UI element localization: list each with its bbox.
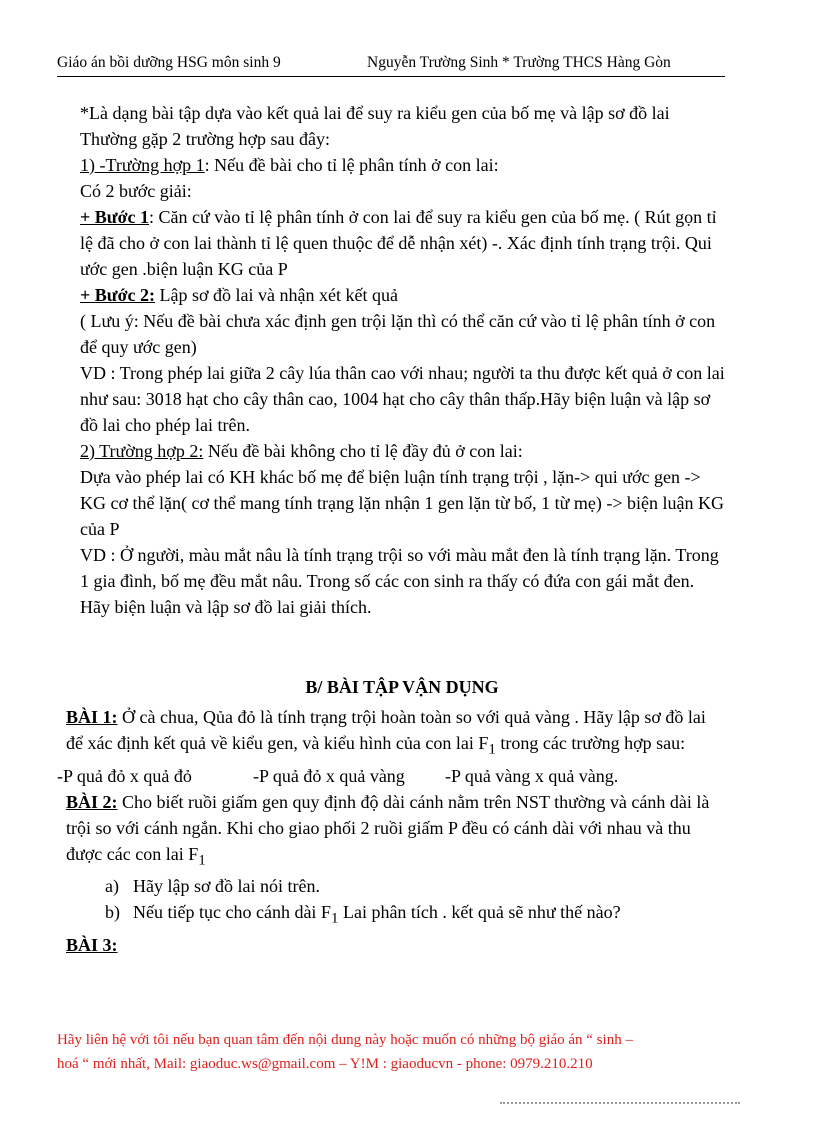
exercise3-label: BÀI 3: <box>66 934 118 955</box>
footer-line-1: Hãy liên hệ với tôi nếu bạn quan tâm đến nội dung này hoặc muốn có những bộ giáo án “ sinh – <box>57 1032 633 1048</box>
note-paragraph: ( Lưu ý: Nếu đề bài chưa xác định gen trội lặn thì có thể căn cứ vào tỉ lệ phân tính ở con để quy ước gen) <box>80 311 716 357</box>
exercise2-label: BÀI 2: <box>66 791 118 812</box>
exercise2-item-b <box>57 899 727 932</box>
exercise1-paragraph <box>57 704 727 763</box>
step2-text: Lập sơ đồ lai và nhận xét kết quả <box>155 285 398 305</box>
case1-line <box>80 152 725 178</box>
exercise1-subscript: 1 <box>488 741 496 758</box>
exercise2-item-a <box>57 873 727 899</box>
case2-body-paragraph: Dựa vào phép lai có KH khác bố mẹ để biện luận tính trạng trội , lặn-> qui ước gen -> KG cơ thể lặn( cơ thể mang tính trạng lặn nhận 1 gen lặn từ bố, 1 từ mẹ) -> biện luận KG của P <box>80 467 725 539</box>
step1-label: + Bước 1 <box>80 207 150 227</box>
case1-text: : Nếu đề bài cho tỉ lệ phân tính ở con lai: <box>204 155 499 175</box>
step2-label: + Bước 2: <box>80 285 156 305</box>
item-b-marker: b) <box>105 902 120 923</box>
example2-paragraph: VD : Ở người, màu mắt nâu là tính trạng trội so với màu mắt đen là tính trạng lặn. Trong 1 gia đình, bố mẹ đều mắt nâu. Trong số các con sinh ra thấy có đứa con gái mắt đen. Hãy biện luận và lập sơ đồ lai giải thích. <box>80 545 719 617</box>
item-b-subscript: 1 <box>330 910 339 927</box>
header-left-text: Giáo án bồi dưỡng HSG môn sinh 9 <box>57 54 281 71</box>
header-right-text: Nguyễn Trường Sinh * Trường THCS Hàng Gòn <box>367 54 671 71</box>
page-header <box>57 54 725 77</box>
common-cases-line: Thường gặp 2 trường hợp sau đây: <box>80 129 331 149</box>
case2-text: Nếu đề bài không cho tỉ lệ đầy đủ ở con lai: <box>203 441 523 461</box>
exercise1-text: Ở cà chua, Qủa đỏ là tính trạng trội hoàn toàn so với quả vàng . Hãy lập sơ đồ lai để xác định kết quả về kiểu gen, và kiểu hình của con lai F <box>66 707 706 753</box>
step1-paragraph <box>80 204 725 282</box>
case1-label: 1) -Trường hợp 1 <box>80 155 205 175</box>
item-b-text-pre: Nếu tiếp tục cho cánh dài F <box>133 902 331 923</box>
exercise2-text: Cho biết ruồi giấm gen quy định độ dài cánh nằm trên NST thường và cánh dài là trội so với cánh ngắn. Khi cho giao phối 2 ruồi giấm P đều có cánh dài với nhau và thu được các con lai F <box>66 791 710 864</box>
example1-paragraph: VD : Trong phép lai giữa 2 cây lúa thân cao với nhau; người ta thu được kết quả ở con lai như sau: 3018 hạt cho cây thân cao, 1004 hạt cho cây thân thấp.Hãy biện luận và lập sơ đồ lai cho phép lai trên. <box>80 363 725 435</box>
footer-contact <box>57 1028 737 1076</box>
case2-label: 2) Trường hợp 2: <box>80 441 204 461</box>
exercise1-choices <box>57 763 727 789</box>
exercise1-tail: trong các trường hợp sau: <box>495 733 686 753</box>
exercises-section <box>57 704 727 958</box>
exercise2-paragraph <box>57 789 727 874</box>
exercise3-paragraph <box>57 932 727 958</box>
intro-paragraph: *Là dạng bài tập dựa vào kết quả lai để suy ra kiểu gen của bố mẹ và lập sơ đồ lai <box>80 103 670 123</box>
item-b-text-post: Lai phân tích . kết quả sẽ như thế nào? <box>338 902 621 923</box>
exercise2-subscript: 1 <box>198 852 206 869</box>
item-a-marker: a) <box>105 876 119 897</box>
step2-paragraph <box>80 282 725 308</box>
case2-line <box>80 438 725 464</box>
item-a-text: Hãy lập sơ đồ lai nói trên. <box>133 876 320 897</box>
step1-text: : Căn cứ vào tỉ lệ phân tính ở con lai để suy ra kiểu gen của bố mẹ. ( Rút gọn tỉ lệ đã cho ở con lai thành tỉ lệ quen thuộc để dễ nhận xét) -. Xác định tính trạng trội. Qui ước gen .biện luận KG của P <box>80 207 717 279</box>
choice-1: -P quả đỏ x quả đỏ <box>57 765 192 786</box>
section-b-title: B/ BÀI TẬP VẬN DỤNG <box>305 677 499 697</box>
footer-dotted-line <box>500 1100 740 1104</box>
steps-line: Có 2 bước giải: <box>80 181 192 201</box>
choice-2: -P quả đỏ x quả vàng <box>253 765 405 786</box>
footer-line-2: hoá “ mới nhất, Mail: giaoduc.ws@gmail.com – Y!M : giaoducvn - phone: 0979.210.210 <box>57 1056 593 1072</box>
main-content <box>80 100 725 620</box>
exercise1-label: BÀI 1: <box>66 707 118 727</box>
choice-3: -P quả vàng x quả vàng. <box>445 765 619 786</box>
